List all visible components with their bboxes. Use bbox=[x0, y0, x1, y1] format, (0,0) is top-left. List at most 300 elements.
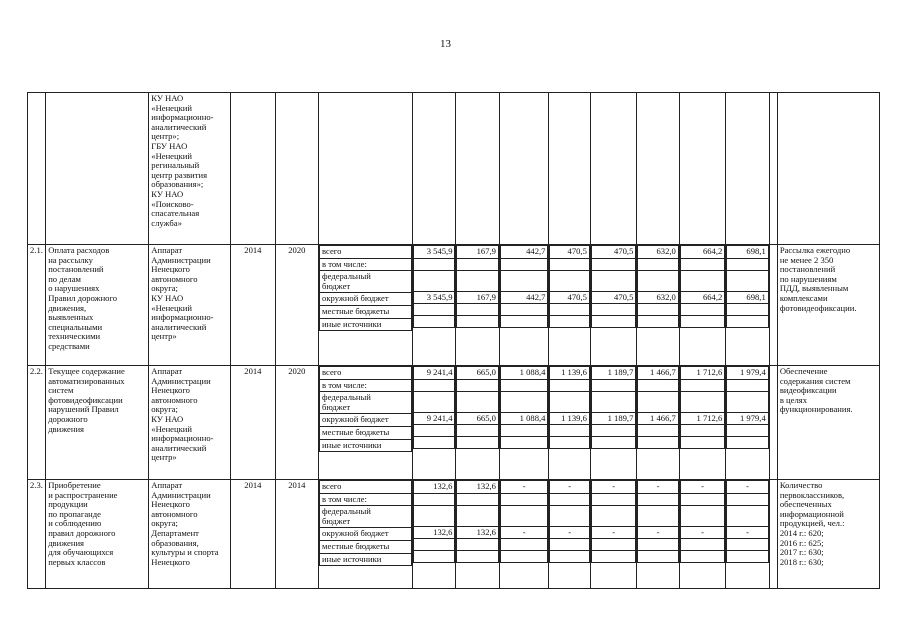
amount-cell bbox=[413, 480, 456, 589]
funding-source bbox=[320, 553, 412, 566]
amount-blank bbox=[457, 425, 498, 437]
amount-blank bbox=[414, 391, 455, 412]
amount-blank bbox=[414, 539, 455, 551]
amount-blank bbox=[638, 316, 678, 328]
cell-executors-line: ГБУ НАО bbox=[151, 140, 188, 151]
activity-name-line: постановлений bbox=[48, 264, 104, 275]
amount-blank bbox=[457, 391, 498, 412]
funding-source-label: местные бюджеты bbox=[322, 426, 390, 437]
expected-result-line: ПДД, выявленным bbox=[779, 283, 849, 294]
funding-source-label: местные бюджеты bbox=[322, 540, 390, 551]
amount-blank bbox=[727, 437, 768, 449]
amount-blank bbox=[680, 270, 724, 291]
cell-empty bbox=[549, 93, 590, 245]
amount-cell bbox=[679, 480, 725, 589]
amount-district: - bbox=[550, 526, 589, 539]
amount-blank bbox=[638, 391, 678, 412]
amount-blank bbox=[457, 304, 498, 316]
amount-district: 167,9 bbox=[457, 291, 498, 304]
cell-executors-line: центр развития bbox=[151, 169, 208, 180]
funding-source-label: федеральный bbox=[322, 392, 371, 403]
amount-blank bbox=[727, 505, 768, 526]
amount-blank bbox=[550, 539, 589, 551]
amount-blank bbox=[414, 551, 455, 563]
amount-blank bbox=[500, 425, 548, 437]
activity-name-line: и соблюдению bbox=[48, 518, 102, 529]
amount-blank bbox=[680, 539, 724, 551]
end-year: 2014 bbox=[275, 480, 318, 589]
amount-blank bbox=[414, 270, 455, 291]
activity-name-line: Текущее содержание bbox=[48, 366, 125, 376]
amount-district: 3 545,9 bbox=[414, 291, 455, 304]
amount-blank bbox=[727, 551, 768, 563]
amount-blank bbox=[550, 505, 589, 526]
row-number: 2.1. bbox=[28, 245, 46, 366]
funding-source bbox=[320, 246, 412, 259]
funding-source bbox=[320, 528, 412, 541]
expected-result-line: Обеспечение bbox=[779, 366, 828, 376]
amount-cell bbox=[590, 480, 636, 589]
amount-cell bbox=[456, 366, 499, 480]
executors-line: автономного bbox=[151, 508, 198, 519]
funding-source bbox=[320, 414, 412, 427]
row-number: 2.3. bbox=[28, 480, 46, 589]
amount-total: 632,0 bbox=[638, 246, 678, 259]
amount-blank bbox=[500, 539, 548, 551]
amount-cell bbox=[637, 366, 679, 480]
amount-cell bbox=[456, 245, 499, 366]
funding-source-label: бюджет bbox=[322, 515, 351, 526]
activity-name-line: Правил дорожного bbox=[48, 292, 118, 303]
amount-blank bbox=[638, 304, 678, 316]
activity-name-line: и распространение bbox=[48, 489, 118, 500]
funding-source bbox=[320, 318, 412, 331]
executors-line: информационно- bbox=[151, 433, 214, 444]
executors-line: Департамент bbox=[151, 527, 199, 538]
amount-blank bbox=[550, 316, 589, 328]
amount-blank bbox=[457, 505, 498, 526]
amount-total: - bbox=[727, 481, 768, 494]
funding-source-label: федеральный bbox=[322, 506, 371, 517]
executors-line: округа; bbox=[151, 283, 178, 294]
amount-blank bbox=[680, 493, 724, 505]
amount-total: 3 545,9 bbox=[414, 246, 455, 259]
amount-blank bbox=[500, 505, 548, 526]
amount-total: 1 979,4 bbox=[727, 367, 768, 380]
amount-blank bbox=[457, 437, 498, 449]
cell-empty bbox=[499, 93, 549, 245]
funding-source-label: всего bbox=[322, 246, 342, 256]
table-row bbox=[28, 366, 880, 480]
executors-line: Аппарат bbox=[151, 480, 183, 490]
expected-result-line: содержания систем bbox=[779, 375, 851, 386]
amount-blank bbox=[727, 316, 768, 328]
amount-blank bbox=[591, 425, 635, 437]
executors-line: образования, bbox=[151, 537, 199, 548]
amount-blank bbox=[591, 270, 635, 291]
amount-total: 132,6 bbox=[414, 481, 455, 494]
funding-source bbox=[320, 481, 412, 494]
amount-blank bbox=[414, 258, 455, 270]
cell-name bbox=[46, 93, 149, 245]
funding-source-label: местные бюджеты bbox=[322, 305, 390, 316]
amount-blank bbox=[457, 316, 498, 328]
amount-blank bbox=[500, 304, 548, 316]
amount-blank bbox=[638, 551, 678, 563]
amount-total: - bbox=[500, 481, 548, 494]
amount-cell bbox=[413, 245, 456, 366]
funding-source bbox=[320, 506, 412, 528]
amount-district: 632,0 bbox=[638, 291, 678, 304]
amount-total: 1 189,7 bbox=[591, 367, 635, 380]
amount-blank bbox=[500, 493, 548, 505]
funding-source bbox=[320, 305, 412, 318]
amount-total: 1 139,6 bbox=[550, 367, 589, 380]
cell-spacer bbox=[769, 245, 777, 366]
amount-total: 664,2 bbox=[680, 246, 724, 259]
expected-result bbox=[777, 245, 879, 366]
executors bbox=[149, 480, 231, 589]
executors-line: автономного bbox=[151, 394, 198, 405]
amount-cell bbox=[679, 366, 725, 480]
funding-source bbox=[320, 392, 412, 414]
amount-blank bbox=[680, 551, 724, 563]
amount-blank bbox=[414, 379, 455, 391]
amount-blank bbox=[591, 391, 635, 412]
expected-result-line: информационной bbox=[779, 508, 844, 519]
amount-district: 470,5 bbox=[550, 291, 589, 304]
funding-source-label: всего bbox=[322, 481, 342, 491]
activity-name-line: дорожного bbox=[48, 413, 88, 424]
activity-name-line: движения bbox=[48, 423, 85, 434]
amount-blank bbox=[500, 391, 548, 412]
activity-name-line: фотовидеофиксации bbox=[48, 394, 123, 405]
cell-spacer bbox=[769, 480, 777, 589]
amount-total: - bbox=[680, 481, 724, 494]
activity-name-line: на рассылку bbox=[48, 254, 93, 265]
cell-empty bbox=[637, 93, 679, 245]
amount-total: 9 241,4 bbox=[414, 367, 455, 380]
amount-total: - bbox=[591, 481, 635, 494]
amount-blank bbox=[638, 493, 678, 505]
activity-name bbox=[46, 366, 149, 480]
cell-executors-line: центр»; bbox=[151, 131, 180, 142]
activity-name-line: для обучающихся bbox=[48, 547, 114, 558]
cell-empty bbox=[456, 93, 499, 245]
activity-name-line: по делам bbox=[48, 273, 81, 284]
executors-line: автономного bbox=[151, 273, 198, 284]
amount-blank bbox=[591, 258, 635, 270]
amount-district: 1 466,7 bbox=[638, 412, 678, 425]
amount-blank bbox=[500, 379, 548, 391]
amount-blank bbox=[591, 379, 635, 391]
amount-total: - bbox=[638, 481, 678, 494]
amount-blank bbox=[414, 437, 455, 449]
amount-blank bbox=[500, 316, 548, 328]
amount-total: 1 712,6 bbox=[680, 367, 724, 380]
cell-executors-line: КУ НАО bbox=[151, 188, 184, 199]
amount-district: 1 088,4 bbox=[500, 412, 548, 425]
amount-blank bbox=[457, 539, 498, 551]
expected-result-line: в целях bbox=[779, 394, 807, 405]
activity-name-line: продукции bbox=[48, 499, 88, 510]
amount-blank bbox=[727, 379, 768, 391]
row-number: 2.2. bbox=[28, 366, 46, 480]
start-year: 2014 bbox=[231, 366, 275, 480]
amount-blank bbox=[591, 316, 635, 328]
amount-district: 132,6 bbox=[457, 526, 498, 539]
amount-blank bbox=[680, 258, 724, 270]
executors-line: округа; bbox=[151, 404, 178, 415]
amount-blank bbox=[680, 425, 724, 437]
activity-name-line: по пропаганде bbox=[48, 508, 101, 519]
amount-district: - bbox=[500, 526, 548, 539]
expected-result bbox=[777, 480, 879, 589]
amount-total: 698,1 bbox=[727, 246, 768, 259]
amount-blank bbox=[638, 505, 678, 526]
expected-result-line: функционирования. bbox=[779, 404, 853, 415]
cell-executors-line: образования»; bbox=[151, 179, 204, 190]
executors-line: аналитический bbox=[151, 321, 207, 332]
funding-source-label: федеральный bbox=[322, 271, 371, 282]
amount-blank bbox=[457, 379, 498, 391]
cell-empty bbox=[769, 93, 777, 245]
amount-blank bbox=[414, 425, 455, 437]
expected-result-line: Рассылка ежегодно bbox=[779, 245, 851, 255]
cell-executors-line: «Ненецкий bbox=[151, 150, 192, 161]
activity-name bbox=[46, 480, 149, 589]
funding-source-label: иные источники bbox=[322, 553, 382, 564]
amount-cell bbox=[590, 245, 636, 366]
cell-executors-line: «Поисково- bbox=[151, 198, 194, 209]
funding-sources bbox=[319, 366, 413, 480]
end-year: 2020 bbox=[275, 366, 318, 480]
activity-name-line: выявленных bbox=[48, 312, 94, 323]
funding-source bbox=[320, 493, 412, 506]
amount-blank bbox=[457, 258, 498, 270]
cell-empty bbox=[275, 93, 318, 245]
executors-line: Ненецкого bbox=[151, 499, 190, 510]
funding-source bbox=[320, 271, 412, 293]
amount-blank bbox=[550, 391, 589, 412]
expected-result-line: 2017 г.: 630; bbox=[779, 547, 824, 558]
amount-total: 665,0 bbox=[457, 367, 498, 380]
amount-cell bbox=[590, 366, 636, 480]
amount-cell bbox=[499, 480, 549, 589]
cell-executors bbox=[149, 93, 231, 245]
executors-line: культуры и спорта bbox=[151, 547, 219, 558]
expected-result-line: 2018 г.: 630; bbox=[779, 556, 824, 567]
expected-result-line: постановлений bbox=[779, 264, 836, 275]
cell-num bbox=[28, 93, 46, 245]
executors-line: КУ НАО bbox=[151, 292, 184, 303]
funding-source bbox=[320, 439, 412, 452]
amount-cell bbox=[549, 245, 590, 366]
amount-district: - bbox=[727, 526, 768, 539]
cell-executors-line: КУ НАО bbox=[151, 93, 184, 103]
amount-blank bbox=[680, 304, 724, 316]
amount-blank bbox=[680, 505, 724, 526]
amount-blank bbox=[414, 304, 455, 316]
table-row bbox=[28, 480, 880, 589]
activity-name-line: автоматизированных bbox=[48, 375, 125, 386]
amount-total: 470,5 bbox=[550, 246, 589, 259]
executors-line: Администрации bbox=[151, 489, 211, 500]
amount-total: 167,9 bbox=[457, 246, 498, 259]
executors bbox=[149, 245, 231, 366]
funding-source bbox=[320, 540, 412, 553]
cell-executors-line: спасательная bbox=[151, 208, 200, 219]
funding-source-label: иные источники bbox=[322, 318, 382, 329]
amount-blank bbox=[550, 304, 589, 316]
cell-executors-line: служба» bbox=[151, 217, 182, 228]
amount-blank bbox=[414, 505, 455, 526]
amount-blank bbox=[680, 437, 724, 449]
amount-district: 9 241,4 bbox=[414, 412, 455, 425]
end-year: 2020 bbox=[275, 245, 318, 366]
amount-blank bbox=[591, 493, 635, 505]
funding-source-label: бюджет bbox=[322, 401, 351, 412]
amount-blank bbox=[638, 270, 678, 291]
amount-blank bbox=[727, 391, 768, 412]
expected-result-line: Количество bbox=[779, 480, 823, 490]
cell-executors-line: «Ненецкий bbox=[151, 102, 192, 113]
program-table bbox=[27, 92, 880, 589]
activity-name-line: о нарушениях bbox=[48, 283, 100, 294]
executors-line: Ненецкого bbox=[151, 556, 190, 567]
expected-result-line: не менее 2 350 bbox=[779, 254, 834, 265]
funding-source-label: окружной бюджет bbox=[322, 528, 389, 539]
expected-result-line: 2014 г.: 620; bbox=[779, 527, 824, 538]
funding-source bbox=[320, 426, 412, 439]
funding-source bbox=[320, 258, 412, 271]
funding-source-label: окружной бюджет bbox=[322, 293, 389, 304]
amount-blank bbox=[727, 258, 768, 270]
amount-cell bbox=[637, 480, 679, 589]
amount-cell bbox=[499, 366, 549, 480]
amount-district: 1 712,6 bbox=[680, 412, 724, 425]
executors-line: центр» bbox=[151, 452, 177, 463]
amount-cell bbox=[637, 245, 679, 366]
amount-cell bbox=[726, 245, 769, 366]
funding-source-label: иные источники bbox=[322, 439, 382, 450]
amount-blank bbox=[550, 379, 589, 391]
amount-blank bbox=[550, 551, 589, 563]
amount-total: 470,5 bbox=[591, 246, 635, 259]
amount-blank bbox=[680, 316, 724, 328]
activity-name-line: систем bbox=[48, 385, 74, 396]
cell-result bbox=[777, 93, 879, 245]
amount-cell bbox=[413, 366, 456, 480]
amount-total: 442,7 bbox=[500, 246, 548, 259]
funding-source-label: в том числе: bbox=[322, 493, 367, 504]
funding-source-label: бюджет bbox=[322, 280, 351, 291]
activity-name-line: правил дорожного bbox=[48, 527, 116, 538]
amount-cell bbox=[726, 480, 769, 589]
amount-blank bbox=[727, 493, 768, 505]
amount-total: - bbox=[550, 481, 589, 494]
start-year: 2014 bbox=[231, 480, 275, 589]
cell-executors-line: информационно- bbox=[151, 112, 214, 123]
amount-district: 698,1 bbox=[727, 291, 768, 304]
executors-line: Аппарат bbox=[151, 245, 183, 255]
funding-source-label: в том числе: bbox=[322, 379, 367, 390]
table-row bbox=[28, 93, 880, 245]
amount-district: - bbox=[638, 526, 678, 539]
executors-line: аналитический bbox=[151, 442, 207, 453]
cell-empty bbox=[231, 93, 275, 245]
executors-line: центр» bbox=[151, 331, 177, 342]
amount-blank bbox=[591, 437, 635, 449]
amount-blank bbox=[500, 551, 548, 563]
amount-blank bbox=[680, 391, 724, 412]
table-row bbox=[28, 245, 880, 366]
amount-district: 1 979,4 bbox=[727, 412, 768, 425]
amount-blank bbox=[638, 425, 678, 437]
amount-blank bbox=[457, 493, 498, 505]
amount-blank bbox=[591, 304, 635, 316]
funding-source bbox=[320, 379, 412, 392]
amount-district: 665,0 bbox=[457, 412, 498, 425]
expected-result-line: продукцией, чел.: bbox=[779, 518, 845, 529]
amount-cell bbox=[499, 245, 549, 366]
funding-source bbox=[320, 367, 412, 380]
activity-name-line: Приобретение bbox=[48, 480, 101, 490]
amount-blank bbox=[550, 493, 589, 505]
amount-cell bbox=[549, 366, 590, 480]
amount-cell bbox=[726, 366, 769, 480]
funding-sources bbox=[319, 480, 413, 589]
cell-spacer bbox=[769, 366, 777, 480]
activity-name bbox=[46, 245, 149, 366]
amount-blank bbox=[727, 270, 768, 291]
funding-source-label: в том числе: bbox=[322, 258, 367, 269]
executors-line: информационно- bbox=[151, 312, 214, 323]
executors-line: «Ненецкий bbox=[151, 302, 192, 313]
amount-blank bbox=[727, 425, 768, 437]
expected-result-line: видеофиксации bbox=[779, 385, 837, 396]
amount-district: 664,2 bbox=[680, 291, 724, 304]
amount-blank bbox=[591, 505, 635, 526]
expected-result-line: по нарушениям bbox=[779, 273, 837, 284]
amount-district: 1 139,6 bbox=[550, 412, 589, 425]
start-year: 2014 bbox=[231, 245, 275, 366]
amount-blank bbox=[727, 539, 768, 551]
funding-source-label: окружной бюджет bbox=[322, 414, 389, 425]
activity-name-line: техническими bbox=[48, 331, 101, 342]
cell-executors-line: регинальный bbox=[151, 160, 200, 171]
amount-cell bbox=[679, 245, 725, 366]
executors-line: «Ненецкий bbox=[151, 423, 192, 434]
amount-blank bbox=[638, 539, 678, 551]
amount-district: - bbox=[680, 526, 724, 539]
amount-blank bbox=[457, 270, 498, 291]
expected-result-line: 2016 г.: 625; bbox=[779, 537, 824, 548]
amount-blank bbox=[638, 437, 678, 449]
executors-line: Аппарат bbox=[151, 366, 183, 376]
expected-result-line: первоклассников, bbox=[779, 489, 845, 500]
executors-line: Ненецкого bbox=[151, 264, 190, 275]
amount-blank bbox=[414, 316, 455, 328]
expected-result-line: обеспеченных bbox=[779, 499, 832, 510]
amount-blank bbox=[500, 258, 548, 270]
amount-cell bbox=[456, 480, 499, 589]
executors-line: КУ НАО bbox=[151, 413, 184, 424]
amount-district: - bbox=[591, 526, 635, 539]
executors-line: Ненецкого bbox=[151, 385, 190, 396]
amount-blank bbox=[591, 551, 635, 563]
funding-source-label: всего bbox=[322, 367, 342, 377]
